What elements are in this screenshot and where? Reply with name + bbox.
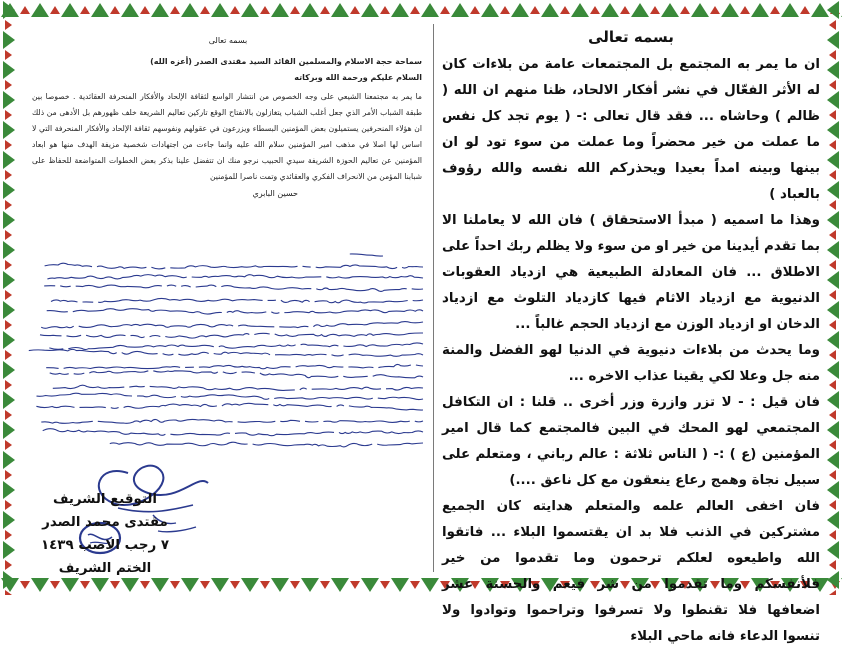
reply-paragraph: وما يحدث من بلاءات دنيوية في الدنيا لهو الفضل والمنة منه جل وعلا لكي يقينا عذاب الاخره ... xyxy=(442,343,820,384)
decorative-border-right xyxy=(824,0,842,595)
reply-paragraph: فان اخفى العالم علمه والمتعلم هدايته كان الجميع مشتركين في الذنب فلا بد ان يقتسموا البلاء ... فاتقوا الله واطيعوه لعلكم ترحمون وما تقدموا من خير فلأنفسكم وما تقدموا من شر فيعم والحسنة عشر اضعافها فلا تقنطوا ولا تسرفوا وتراحموا وتوادوا ولا تنسوا الدعاء فانه ماحي البلاء xyxy=(442,499,820,644)
reply-paragraph: ان ما يمر به المجتمع بل المجتمعات عامة من بلاءات كان له الأثر الفعّال في نشر أفكار الالحاد، ظنا منهم ان الله ( ظالم ) وحاشاه ... فقد قال تعالى :- ( يوم تجد كل نفس ما عملت من خير محضراً وما عملت من سوء تود لو ان بينها وبينه امداً بعيدا ويحذركم الله نفسه والله رؤوف بالعباد ) xyxy=(442,57,820,202)
reply-title: بسمه تعالى xyxy=(588,28,674,46)
handwriting-line xyxy=(29,349,423,356)
handwriting-line xyxy=(40,333,423,338)
handwriting-line xyxy=(49,343,423,350)
handwriting-line xyxy=(43,429,423,436)
printed-letter-signer: حسين البابري xyxy=(252,189,298,198)
signature-name: مقتدى محمد الصدر xyxy=(42,515,168,530)
handwriting-line xyxy=(41,364,423,368)
handwriting-line xyxy=(42,309,423,314)
reply-text-column xyxy=(442,28,820,644)
handwriting-line xyxy=(37,393,424,399)
signature-label: التوقيع الشريف xyxy=(52,492,158,507)
handwriting-line xyxy=(45,371,423,378)
column-divider xyxy=(433,24,434,572)
reply-paragraph: فان قيل : - لا تزر وازرة وزر أخرى .. قلنا : ان التكافل المجتمعي لهو المحك في البين فالمجتمع كما قال امير المؤمنين (ع ) :- ( الناس ثلاثة : عالم رباني ، ومتعلم على سبيل نجاة وهمج رعاع ينعقون مع كل ناعق ....) xyxy=(442,395,820,488)
signature-date: ٧ رجب الاصب ١٤٣٩ xyxy=(40,538,170,553)
handwriting-line xyxy=(47,275,423,279)
handwriting-scribble xyxy=(28,248,428,458)
printed-letter xyxy=(28,28,428,246)
printed-letter-title: بسمه تعالى xyxy=(208,36,248,45)
decorative-border-left xyxy=(0,0,18,595)
handwriting-line xyxy=(110,442,423,447)
printed-letter-address: سماحة حجة الاسلام والمسلمين القائد السيد مقتدى الصدر (أعزه الله) xyxy=(150,57,422,66)
handwriting-line xyxy=(39,285,423,291)
printed-letter-body: ما يمر به مجتمعنا الشيعي على وجه الخصوص من انتشار الواسع لثقافة الإلحاد والأفكار المنحرفة العقائدية . خصوصا بين طبقة الشباب الأمر الذي جعل أغلب الشباب يتغازلون بالانفتاح الوقع تاركين تعاليم الشريعة خلف ظهورهم بل الأدهى من ذلك ان هؤلاء المنحرفين يستميلون بعض المؤمنين البسطاء ويزرعون في عقولهم ونفوسهم ثقافة الإلحاد والأفكار المنحرفة التي لا اساس لها اصلا في مذهب امير المؤمنين سلام الله عليه وانما جاءت من اجتهادات شخصية مزيفة الهدف منها هو ابعاد المؤمنين عن تعاليم الحوزة الشريفة سيدي الحبيب نرجو منك ان تتفضل علينا بذكر بعض الخطوات المتواضعة للحفاظ على شبابنا المؤمن من الانحراف الفكري والعقائدي وتمت ناصرا للمؤمنين xyxy=(32,92,422,181)
handwriting-line xyxy=(48,385,423,390)
handwriting-line xyxy=(51,298,423,303)
handwriting-line xyxy=(36,419,423,423)
handwriting-line xyxy=(36,322,423,329)
handwritten-reply-image xyxy=(28,248,428,458)
reply-paragraph: وهذا ما اسميه ( مبدأ الاستحقاق ) فان الله لا يعاملنا الا بما تقدم أيدينا من خير او من سوء ولا يظلم ربك احداً على الاطلاق ... فان المعادلة الطبيعية هي ازدياد العقوبات الدنيوية مع ازدياد الاثام فيها كازدياد التلوث مع ازدياد الدخان او ازدياد الوزن مع ازدياد الحجم غالباً ... xyxy=(442,213,820,332)
handwriting-line xyxy=(350,254,383,256)
decorative-border-top xyxy=(0,0,842,20)
handwriting-line xyxy=(45,263,423,269)
handwriting-line xyxy=(36,403,423,410)
printed-letter-greeting: السلام عليكم ورحمة الله وبركاته xyxy=(294,73,422,82)
reply-signature-block xyxy=(30,488,180,580)
original-letter-scan xyxy=(28,28,428,568)
seal-label: الختم الشريف xyxy=(58,561,152,576)
